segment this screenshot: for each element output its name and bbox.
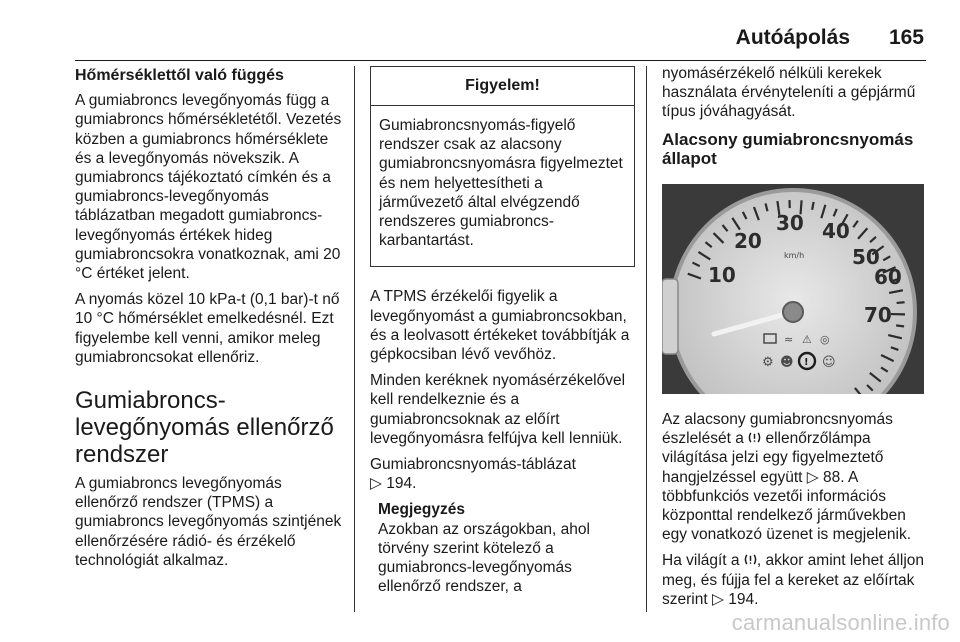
page-ref-arrow-icon: ▷ bbox=[711, 590, 724, 608]
gauge-number: 70 bbox=[864, 303, 892, 328]
paragraph: nyomásérzékelő nélküli kerekek használata érvényteleníti a gépjármű típus jóváhagyását. bbox=[662, 65, 916, 121]
gauge-number: 10 bbox=[708, 263, 736, 288]
seatbelt-icon: ☺ bbox=[822, 355, 836, 371]
paragraph: A gumiabroncs levegőnyomás ellenőrző rendszer (TPMS) a gumiabroncs levegőnyomás szintjének ellenőrzésére rádió- és érzékelő technológiát alkalmaz. bbox=[75, 475, 342, 569]
heading-temperature-dependence: Hőmérséklettől való függés bbox=[75, 67, 284, 84]
gauge-number: 40 bbox=[822, 219, 850, 244]
heading-tpms: Gumiabroncs-levegőnyomás ellenőrző rendszer bbox=[75, 387, 334, 469]
column-2 bbox=[370, 66, 635, 596]
note-block bbox=[378, 500, 635, 596]
page-ref-link[interactable]: 88. bbox=[823, 468, 845, 486]
needle-hub bbox=[783, 302, 803, 322]
gauge-number: 20 bbox=[734, 229, 762, 254]
tpms-icon bbox=[744, 553, 757, 566]
column-divider-1 bbox=[354, 66, 355, 612]
paragraph-cross-reference bbox=[370, 455, 635, 493]
column-1 bbox=[75, 66, 347, 577]
side-gauge bbox=[662, 279, 678, 354]
column-3 bbox=[662, 64, 930, 616]
coolant-icon: ⚠ bbox=[802, 333, 812, 347]
gauge-number: 50 bbox=[852, 245, 880, 270]
tpms-icon bbox=[748, 431, 761, 444]
text-fragment: ellenőrzőlámpa világítása jelzi egy figyelmeztető hangjelzéssel együtt bbox=[662, 430, 884, 486]
engine-icon: ⚙ bbox=[762, 355, 774, 371]
page-header bbox=[0, 26, 960, 66]
brake-icon: ◎ bbox=[820, 333, 830, 347]
watermark: carmanualsonline.info bbox=[731, 610, 950, 635]
gauge-tick bbox=[896, 325, 904, 326]
page-ref-arrow-icon: ▷ bbox=[370, 475, 382, 493]
text-fragment: , akkor amint lehet álljon meg, és fújja fel a kereket az előírtak szerint bbox=[662, 552, 924, 608]
warning-text: Gumiabroncsnyomás-figyelő rendszer csak az alacsony gumiabroncsnyomásra figyelmeztet és nem helyettesítheti a járművezető által elvégzendő rendszeres gumiabroncs-karbantartást. bbox=[379, 117, 623, 250]
paragraph-low-pressure bbox=[662, 410, 930, 544]
note-text: Azokban az országokban, ahol törvény szerint kötelező a gumiabroncs-levegőnyomás ellenőrző rendszer, a bbox=[378, 520, 590, 596]
speedometer-illustration bbox=[662, 184, 924, 394]
oil-icon: ≈ bbox=[784, 333, 794, 347]
text-fragment: Az alacsony gumiabroncsnyomás észlelését a bbox=[662, 411, 893, 448]
paragraph: A TPMS érzékelői figyelik a levegőnyomást a gumiabroncsokban, és a leolvasott értékeket továbbítják a gépkocsiban lévő vevőhöz. bbox=[370, 288, 630, 364]
column-divider-2 bbox=[646, 66, 647, 612]
warning-title: Figyelem! bbox=[371, 67, 634, 106]
text-fragment: A többfunkciós vezetői információs központtal rendelkező járművekben egy vonatkozó üzenet is megjelenik. bbox=[662, 468, 912, 544]
paragraph: A nyomás közel 10 kPa-t (0,1 bar)-t nő 10 °C hőmérséklet emelkedésnél. Ezt figyelembe kell venni, amikor meleg gumiabroncsokat ellenőriz. bbox=[75, 291, 340, 366]
reference-text: Gumiabroncsnyomás-táblázat bbox=[370, 456, 576, 474]
svg-text:!: ! bbox=[804, 357, 809, 369]
note-title: Megjegyzés bbox=[378, 501, 466, 519]
gauge-tick bbox=[897, 302, 905, 303]
paragraph: Minden keréknek nyomásérzékelővel kell rendelkeznie és a gumiabroncsoknak az előírt levegőnyomásra felfújva kell lenniük. bbox=[370, 372, 626, 447]
header-rule bbox=[75, 60, 926, 61]
warning-box bbox=[370, 66, 635, 267]
instrument-cluster-figure bbox=[662, 184, 924, 394]
gauge-number: 60 bbox=[874, 265, 902, 290]
paragraph: A gumiabroncs levegőnyomás függ a gumiabroncs hőmérsékletétől. Vezetés közben a gumiabroncs hőmérséklete és a levegőnyomás növekszik. A gumiabroncs tájékoztató címkén és a gumiabroncs-levegőnyomás táblázatban megadott gumiabroncs-levegőnyomás értékek hideg gumiabroncsokra vonatkoznak, ami 20 °C értéket jelent. bbox=[75, 92, 342, 283]
paragraph-action bbox=[662, 551, 930, 609]
gauge-tick bbox=[812, 202, 813, 210]
heading-low-pressure: Alacsony gumiabroncsnyomás állapot bbox=[662, 129, 914, 168]
section-title: Autóápolás bbox=[735, 26, 850, 49]
page-ref-arrow-icon: ▷ bbox=[806, 468, 819, 486]
airbag-icon: ☻ bbox=[780, 355, 794, 371]
page-ref-link[interactable]: 194. bbox=[386, 475, 417, 493]
page-ref-link[interactable]: 194. bbox=[728, 590, 759, 608]
text-fragment: Ha világít a bbox=[662, 552, 740, 570]
page-number: 165 bbox=[888, 26, 924, 49]
gauge-number: 30 bbox=[776, 211, 804, 236]
gauge-unit: km/h bbox=[784, 251, 805, 261]
